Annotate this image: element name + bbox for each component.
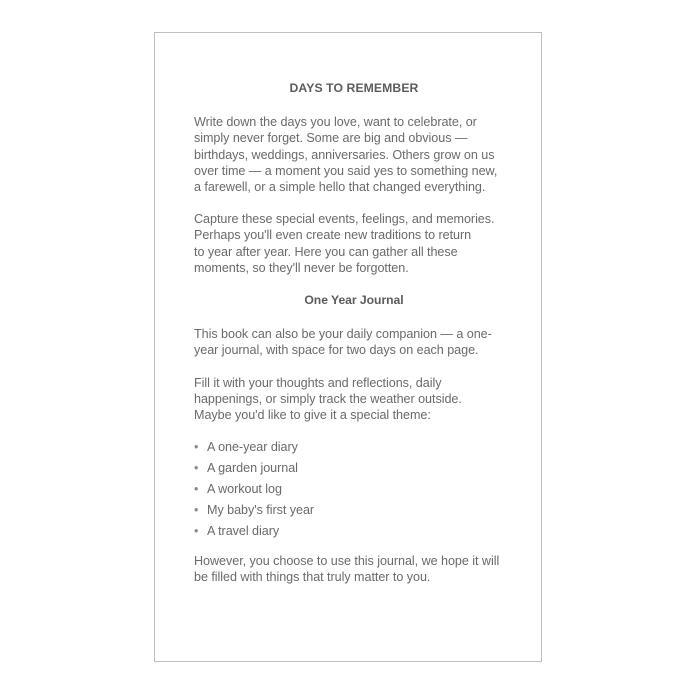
theme-list [194, 439, 514, 539]
bullet-icon: • [194, 482, 199, 497]
section-heading: One Year Journal [304, 293, 404, 308]
journal-paragraph-1: This book can also be your daily companion — a one- year journal, with space for two days on each page. [194, 327, 492, 358]
bullet-icon: • [194, 524, 199, 539]
page-title: DAYS TO REMEMBER [289, 81, 419, 95]
list-item [194, 502, 514, 518]
intro-paragraph-1: Write down the days you love, want to celebrate, or simply never forget. Some are big and obvious — birthdays, weddings, anniversaries. Others grow on us over time — a moment you said yes to something new, a farewell, or a simple hello that changed everything. [194, 115, 498, 195]
book-page [154, 32, 542, 662]
list-item-text: A workout log [207, 482, 282, 497]
journal-paragraph-2: Fill it with your thoughts and reflections, daily happenings, or simply track the weather outside. Maybe you'd like to give it a special theme: [194, 375, 462, 423]
list-item-text: A travel diary [207, 524, 280, 539]
bullet-icon: • [194, 503, 199, 518]
list-item [194, 439, 514, 455]
bullet-icon: • [194, 461, 199, 476]
intro-paragraph-2: Capture these special events, feelings, and memories. Perhaps you'll even create new traditions to return to year after year. Here you can gather all these moments, so they'll never be forgotten. [194, 212, 495, 275]
page-content [194, 80, 514, 602]
list-item [194, 460, 514, 476]
list-item [194, 523, 514, 539]
list-item-text: My baby's first year [207, 503, 315, 518]
list-item-text: A garden journal [207, 461, 298, 476]
closing-paragraph: However, you choose to use this journal, we hope it will be filled with things that truly matter to you. [194, 554, 500, 585]
bullet-icon: • [194, 440, 199, 455]
list-item [194, 481, 514, 497]
list-item-text: A one-year diary [207, 440, 298, 455]
